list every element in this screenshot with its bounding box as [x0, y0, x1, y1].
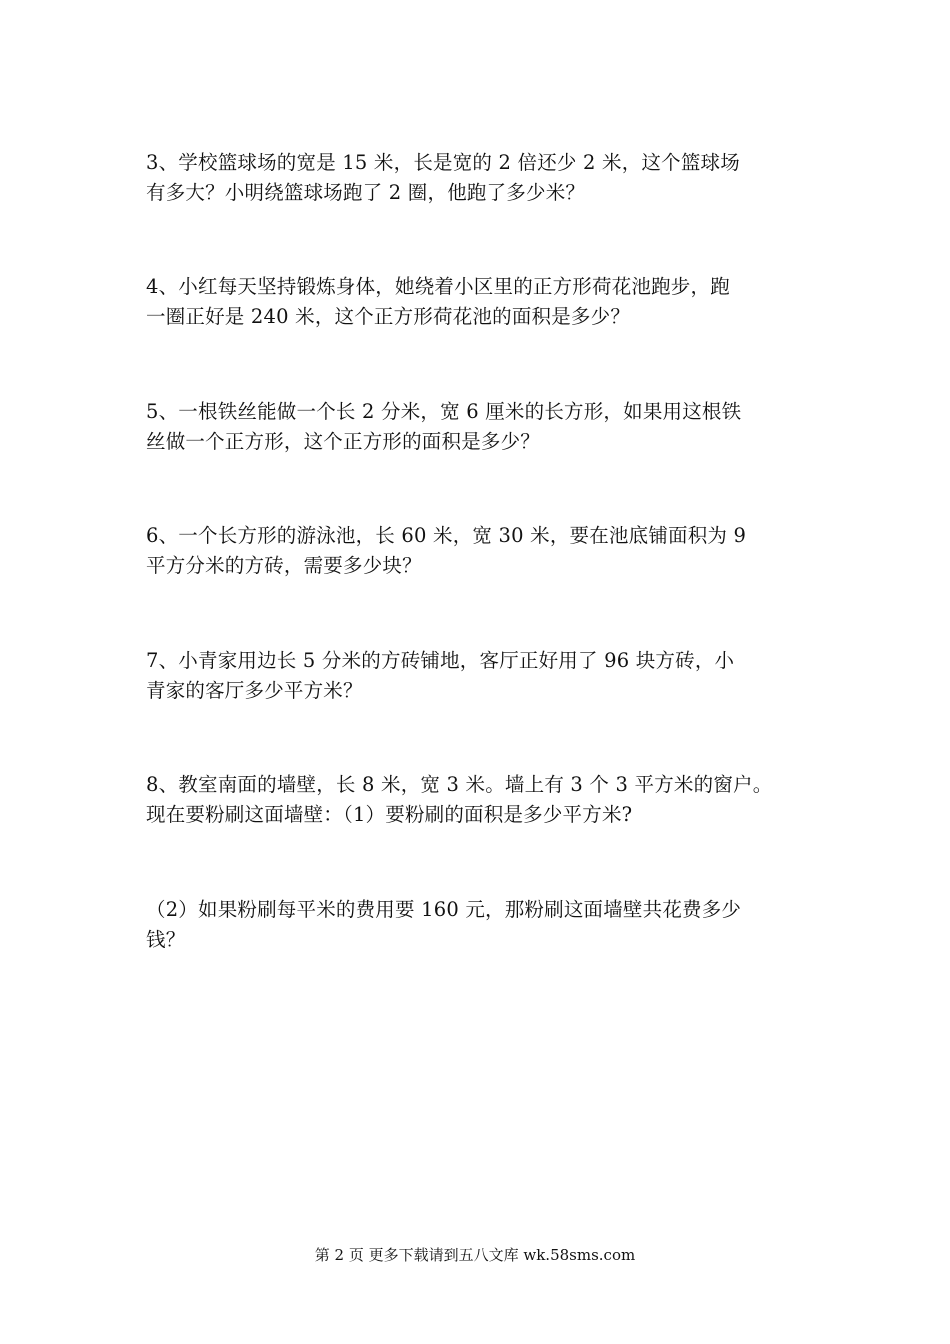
problem-4-line-2: 一圈正好是 240 米，这个正方形荷花池的面积是多少？ — [146, 305, 631, 328]
page-footer: 第 2 页 更多下载请到五八文库 wk.58sms.com — [314, 1246, 636, 1264]
problem-8-line-1: 8、教室南面的墙壁，长 8 米，宽 3 米。墙上有 3 个 3 平方米的窗户。 — [146, 773, 773, 796]
problem-4-line-1: 4、小红每天坚持锻炼身体，她绕着小区里的正方形荷花池跑步，跑 — [146, 275, 730, 298]
problem-3-line-1: 3、学校篮球场的宽是 15 米，长是宽的 2 倍还少 2 米，这个篮球场 — [146, 151, 740, 174]
problem-3-line-2: 有多大？小明绕篮球场跑了 2 圈，他跑了多少米？ — [146, 181, 586, 204]
problem-5-line-2: 丝做一个正方形，这个正方形的面积是多少？ — [146, 430, 541, 453]
problem-6-line-1: 6、一个长方形的游泳池，长 60 米，宽 30 米，要在池底铺面积为 9 — [146, 524, 747, 547]
problem-6-line-2: 平方分米的方砖，需要多少块？ — [146, 554, 422, 577]
problem-8-part-2-line-1: （2）如果粉刷每平米的费用要 160 元，那粉刷这面墙壁共花费多少 — [146, 898, 742, 921]
problem-8-part-2 — [146, 895, 826, 955]
problem-8-line-2: 现在要粉刷这面墙壁：（1）要粉刷的面积是多少平方米? — [146, 803, 633, 826]
problem-8-part-2-line-2: 钱？ — [146, 928, 186, 951]
problem-7-line-2: 青家的客厅多少平方米？ — [146, 679, 363, 702]
problem-8 — [146, 770, 826, 830]
problem-4 — [146, 272, 826, 332]
problem-3 — [146, 148, 826, 208]
problem-5 — [146, 397, 826, 457]
problem-5-line-1: 5、一根铁丝能做一个长 2 分米，宽 6 厘米的长方形，如果用这根铁 — [146, 400, 742, 423]
problem-7-line-1: 7、小青家用边长 5 分米的方砖铺地，客厅正好用了 96 块方砖，小 — [146, 649, 735, 672]
problem-6 — [146, 521, 826, 581]
problem-7 — [146, 646, 826, 706]
